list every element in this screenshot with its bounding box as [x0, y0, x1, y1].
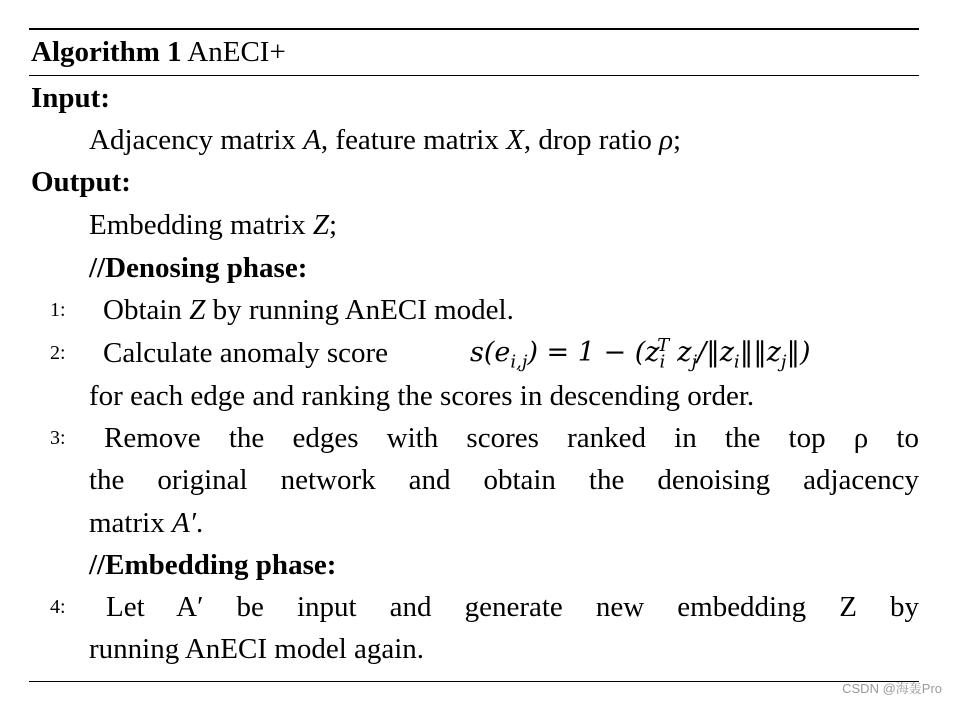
input-heading-line: [0, 78, 956, 118]
algorithm-label: Algorithm 1: [31, 36, 182, 68]
output-line: [0, 205, 956, 245]
step-text: Calculate anomaly score: [103, 337, 389, 369]
step-4-cont: [0, 629, 956, 669]
phase2-line: [0, 545, 956, 585]
step-text: the original network and obtain the denoising adjacency: [89, 464, 919, 496]
denosing-phase-heading: //Denosing phase:: [89, 252, 308, 284]
step-3: [0, 418, 956, 458]
step-2-cont: [0, 376, 956, 416]
step-text: for each edge and ranking the scores in descending order.: [89, 380, 755, 412]
embedding-phase-heading: //Embedding phase:: [89, 549, 337, 581]
step-2: [0, 333, 956, 373]
step-text: Remove the edges with scores ranked in the top ρ to: [104, 422, 919, 454]
step-number: 3:: [50, 427, 66, 449]
step-3-cont-1: [0, 460, 956, 500]
input-text: Adjacency matrix A, feature matrix X, drop ratio ρ;: [89, 124, 682, 156]
output-heading-line: [0, 162, 956, 202]
step-text: running AnECI model again.: [89, 633, 425, 665]
step-4: [0, 587, 956, 627]
input-heading: Input:: [31, 82, 110, 114]
title-rule: [29, 75, 919, 76]
output-text: Embedding matrix Z;: [89, 209, 338, 241]
algorithm-name: AnECI+: [187, 36, 286, 68]
anomaly-score-formula: $s(e_{i,j}) = 1 - (z_i^T$ $z_j/‖z_i‖‖z_j‖$): [470, 335, 811, 373]
watermark: CSDN @海轰Pro: [842, 681, 942, 696]
step-text: Let A′ be input and generate new embedding Z by: [106, 591, 919, 623]
bottom-rule: [29, 681, 919, 682]
input-line: [0, 120, 956, 160]
algorithm-title: [31, 32, 956, 72]
step-text: matrix A′.: [89, 507, 204, 539]
step-number: 1:: [50, 299, 66, 321]
step-text: Obtain Z by running AnECI model.: [103, 294, 514, 326]
step-number: 4:: [50, 596, 66, 618]
output-heading: Output:: [31, 166, 131, 198]
step-3-cont-2: [0, 503, 956, 543]
step-number: 2:: [50, 342, 66, 364]
phase1-line: [0, 248, 956, 288]
top-rule: [29, 28, 919, 30]
step-1: [0, 290, 956, 330]
